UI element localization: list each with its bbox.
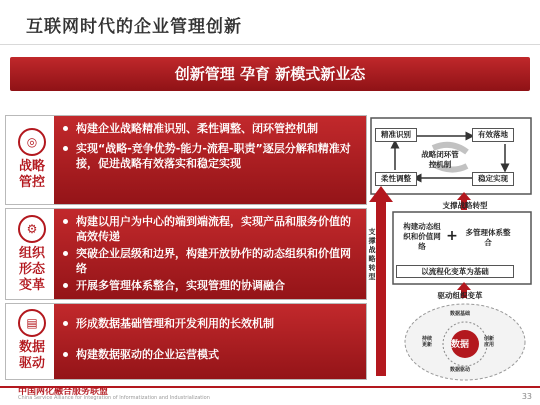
strategy-label-1: 战略: [18, 159, 45, 174]
organization-bullet-2: 突破企业层级和边界，构建开放协作的动态组织和价值网络: [62, 246, 360, 276]
org-bottom: 以流程化变革为基础: [396, 265, 514, 278]
section-data: [5, 303, 367, 380]
loop-identify: 精准识别: [375, 128, 417, 142]
banner-text: 创新管理 孕育 新模式新业态: [174, 65, 366, 83]
data-bottom: 数据驱动: [449, 367, 470, 373]
organization-label-3: 变革: [18, 278, 45, 293]
banner: [10, 57, 530, 91]
data-panel: [54, 304, 366, 379]
org-left: 构建动态组织和价值网络: [403, 222, 441, 251]
data-right: 创新应用: [483, 336, 494, 348]
strategy-badge: [10, 128, 54, 191]
title-divider: [0, 44, 540, 45]
data-top: 数据基础: [449, 311, 470, 317]
data-badge: [10, 309, 54, 372]
organization-bullet-3: 开展多管理体系整合，实现管理的协调融合: [62, 278, 360, 293]
data-label-1: 数据: [18, 340, 45, 355]
footer-logo-en: China Service Alliance for Integration of Informatization and Industrialization: [18, 395, 210, 401]
support-label: 支撑战略转型: [442, 201, 488, 210]
data-bullet-2: 构建数据驱动的企业运营模式: [62, 347, 360, 362]
organization-bullet-1: 构建以用户为中心的端到端流程，实现产品和服务价值的高效传递: [62, 214, 360, 244]
data-left: 持续更新: [421, 336, 432, 348]
data-label-2: 驱动: [18, 356, 45, 371]
organization-icon: ⚙: [18, 215, 46, 243]
strategy-bullet-1: 构建企业战略精准识别、柔性调整、闭环管控机制: [62, 121, 360, 136]
data-icon: ▤: [18, 309, 46, 337]
strategy-label-2: 管控: [18, 175, 45, 190]
org-plus: +: [446, 228, 458, 244]
loop-land: 有效落地: [472, 128, 514, 142]
data-center: 数据: [450, 340, 469, 350]
section-strategy: [5, 115, 367, 205]
organization-badge: [10, 215, 54, 294]
strategy-icon: ◎: [18, 128, 46, 156]
footer-logo-cn: 中国两化融合服务联盟: [18, 387, 109, 397]
organization-label-1: 组织: [18, 246, 45, 261]
section-organization: [5, 208, 367, 300]
loop-adjust: 柔性调整: [375, 172, 417, 186]
drive-label: 驱动组织变革: [437, 291, 483, 300]
strategy-bullet-2: 实现“战略-竞争优势-能力-流程-职责”逐层分解和精准对接，促进战略有效落实和稳定实现: [62, 141, 360, 171]
loop-stable: 稳定实现: [472, 172, 514, 186]
org-right: 多管理体系整合: [465, 228, 511, 247]
vertical-label: 支撑战略转型: [368, 228, 376, 281]
organization-label-2: 形态: [18, 262, 45, 277]
page-number: 33: [521, 392, 532, 401]
page-title: 互联网时代的企业管理创新: [26, 17, 242, 37]
organization-panel: [54, 209, 366, 299]
strategy-panel: [54, 116, 366, 204]
loop-center: 战略闭环管控机制: [421, 150, 459, 169]
data-bullet-1: 形成数据基础管理和开发利用的长效机制: [62, 316, 360, 331]
